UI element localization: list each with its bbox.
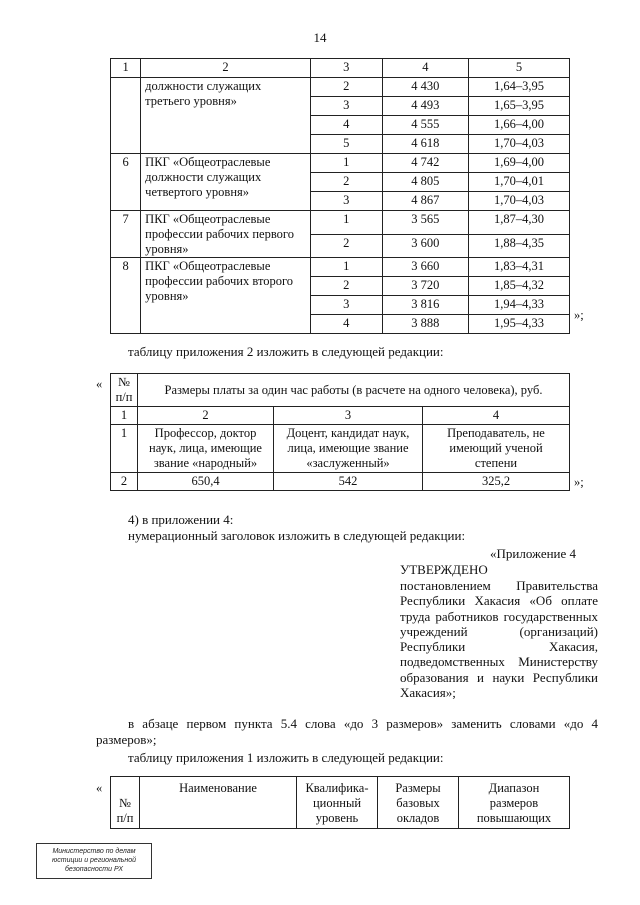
coef-cell: 1,70–4,01	[469, 173, 570, 192]
lecturer-cell: Преподаватель, не имеющий ученой степени	[423, 425, 570, 473]
header-cell: 1	[111, 59, 141, 78]
index-cell: 4	[423, 407, 570, 425]
coef-cell: 1,94–4,33	[469, 296, 570, 315]
salary-cell: 4 742	[382, 154, 468, 173]
table-row	[111, 258, 570, 277]
page-number: 14	[313, 30, 327, 45]
appendix1-table-header	[110, 776, 570, 829]
table1-closing-quote: »;	[574, 308, 584, 322]
coef-cell: 1,85–4,32	[469, 277, 570, 296]
index-cell: 1	[111, 407, 138, 425]
table3-opening-quote: «	[96, 781, 103, 795]
col-name-header: Наименование	[140, 777, 297, 829]
table-row	[111, 78, 570, 97]
coef-cell: 1,66–4,00	[469, 116, 570, 135]
professor-rate: 650,4	[138, 473, 274, 491]
salary-cell: 3 660	[382, 258, 468, 277]
col-qualification-header: Квалифика-ционный уровень	[297, 777, 378, 829]
coef-cell: 1,69–4,00	[469, 154, 570, 173]
paragraph-table2-intro: таблицу приложения 2 изложить в следующей редакции:	[128, 344, 444, 359]
appendix-label: «Приложение 4	[490, 546, 577, 561]
coef-cell: 1,70–4,03	[469, 135, 570, 154]
group-number: 8	[111, 258, 141, 334]
salary-cell: 4 555	[382, 116, 468, 135]
coef-cell: 1,65–3,95	[469, 97, 570, 116]
table-header-row	[111, 59, 570, 78]
level-cell: 2	[310, 277, 382, 296]
salary-cell: 4 867	[382, 192, 468, 211]
level-cell: 1	[310, 258, 382, 277]
col-number-header: № п/п	[111, 777, 140, 829]
table-row	[111, 425, 570, 473]
level-cell: 4	[310, 315, 382, 334]
salary-cell: 4 493	[382, 97, 468, 116]
header-cell: 3	[310, 59, 382, 78]
salary-cell: 4 430	[382, 78, 468, 97]
header-cell: 5	[469, 59, 570, 78]
header-cell: 4	[382, 59, 468, 78]
group-name: ПКГ «Общеотраслевые должности служащих четвертого уровня»	[141, 154, 311, 211]
salary-table	[110, 58, 570, 334]
salary-cell: 3 565	[382, 211, 468, 235]
level-cell: 2	[310, 173, 382, 192]
paragraph-appendix4: 4) в приложении 4:	[128, 512, 234, 527]
coef-cell: 1,95–4,33	[469, 315, 570, 334]
level-cell: 4	[310, 116, 382, 135]
table2-closing-quote: »;	[574, 475, 584, 489]
group-name: должности служащих третьего уровня»	[141, 78, 311, 154]
approved-label: УТВЕРЖДЕНО	[400, 562, 488, 577]
coef-cell: 1,83–4,31	[469, 258, 570, 277]
col-number-header: № п/п	[111, 374, 138, 407]
professor-cell: Профессор, доктор наук, лица, имеющие звание «народный»	[138, 425, 274, 473]
col-base-salary-header: Размеры базовых окладов	[378, 777, 459, 829]
level-cell: 3	[310, 296, 382, 315]
paragraph-clause-5-4: в абзаце первом пункта 5.4 слова «до 3 размеров» заменить словами «до 4 размеров»;	[96, 716, 598, 747]
index-cell: 3	[274, 407, 423, 425]
group-number	[111, 78, 141, 154]
salary-cell: 4 618	[382, 135, 468, 154]
table-row	[111, 154, 570, 173]
table2-title: Размеры платы за один час работы (в расчете на одного человека), руб.	[138, 374, 570, 407]
salary-cell: 3 888	[382, 315, 468, 334]
level-cell: 2	[310, 234, 382, 258]
lecturer-rate: 325,2	[423, 473, 570, 491]
level-cell: 5	[310, 135, 382, 154]
approval-text: постановлением Правительства Республики Хакасия «Об оплате труда работников государственных учреждений (организаций) Республики Хакасия, подведомственных Министерству образования и науки Республики Хакасия»;	[400, 578, 598, 701]
col-range-header: Диапазон размеров повышающих	[459, 777, 570, 829]
level-cell: 3	[310, 192, 382, 211]
table2-opening-quote: «	[96, 377, 103, 391]
salary-cell: 3 720	[382, 277, 468, 296]
table-row	[111, 473, 570, 491]
level-cell: 3	[310, 97, 382, 116]
hourly-pay-table	[110, 373, 570, 491]
row-number: 1	[111, 425, 138, 473]
coef-cell: 1,88–4,35	[469, 234, 570, 258]
coef-cell: 1,87–4,30	[469, 211, 570, 235]
header-cell: 2	[141, 59, 311, 78]
level-cell: 1	[310, 154, 382, 173]
coef-cell: 1,70–4,03	[469, 192, 570, 211]
level-cell: 2	[310, 78, 382, 97]
coef-cell: 1,64–3,95	[469, 78, 570, 97]
index-cell: 2	[138, 407, 274, 425]
docent-rate: 542	[274, 473, 423, 491]
docent-cell: Доцент, кандидат наук, лица, имеющие звание «заслуженный»	[274, 425, 423, 473]
level-cell: 1	[310, 211, 382, 235]
paragraph-table1-intro: таблицу приложения 1 изложить в следующей редакции:	[128, 750, 444, 765]
group-number: 6	[111, 154, 141, 211]
group-name: ПКГ «Общеотраслевые профессии рабочих первого уровня»	[141, 211, 311, 258]
table-row	[111, 211, 570, 235]
ministry-stamp: Министерство по делам юстиции и региональной безопасности РХ	[36, 843, 152, 879]
salary-cell: 3 816	[382, 296, 468, 315]
salary-cell: 3 600	[382, 234, 468, 258]
row-number: 2	[111, 473, 138, 491]
group-number: 7	[111, 211, 141, 258]
paragraph-heading: нумерационный заголовок изложить в следующей редакции:	[128, 528, 466, 543]
group-name: ПКГ «Общеотраслевые профессии рабочих второго уровня»	[141, 258, 311, 334]
salary-cell: 4 805	[382, 173, 468, 192]
